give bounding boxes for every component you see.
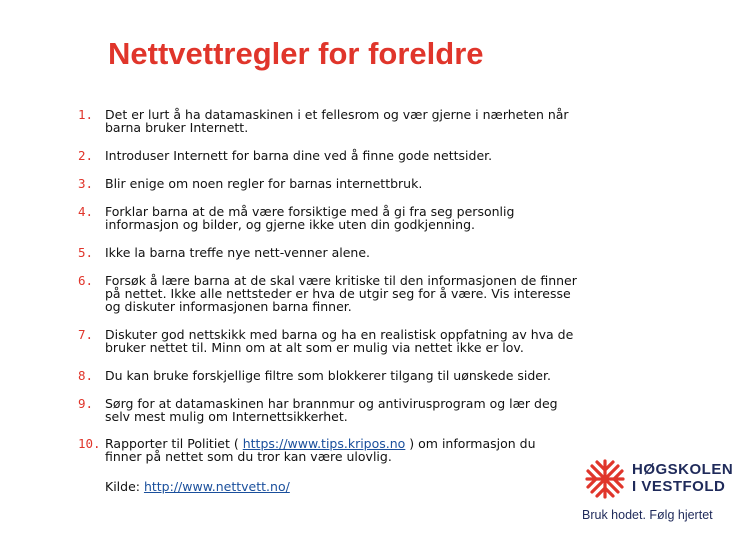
text-line: barna bruker Internett. [105, 120, 249, 135]
list-text [105, 108, 670, 134]
text-line: Det er lurt å ha datamaskinen i et fellesrom og vær gjerne i nærheten når [105, 107, 569, 122]
list-number: 6. [78, 273, 94, 288]
list-number: 7. [78, 327, 94, 342]
text-line: Sørg for at datamaskinen har brannmur og antivirusprogram og lær deg [105, 396, 558, 411]
text-line: Forsøk å lære barna at de skal være kritiske til den informasjonen de finner [105, 273, 577, 288]
college-name [632, 461, 733, 495]
text-line: Forklar barna at de må være forsiktige med å gi fra seg personlig [105, 204, 515, 219]
college-name-line: I VESTFOLD [632, 478, 726, 495]
list-number: 1. [78, 107, 94, 122]
list-number: 3. [78, 176, 94, 191]
nettvett-link[interactable]: http://www.nettvett.no/ [143, 479, 290, 494]
text-fragment: ) om informasjon du [405, 436, 536, 451]
list-number: 2. [78, 148, 94, 163]
text-line: på nettet. Ikke alle nettsteder er hva de utgir seg for å være. Vis interesse [105, 286, 571, 301]
text-line: Du kan bruke forskjellige filtre som blokkerer tilgang til uønskede sider. [105, 368, 551, 383]
list-text [105, 205, 670, 231]
list-text [105, 369, 670, 382]
list-text [105, 177, 670, 190]
text-line: bruker nettet til. Minn om at alt som er mulig via nettet ikke er lov. [105, 340, 524, 355]
list-number: 9. [78, 396, 94, 411]
text-line: Diskuter god nettskikk med barna og ha en realistisk oppfatning av hva de [105, 327, 574, 342]
text-line: Blir enige om noen regler for barnas internettbruk. [105, 176, 423, 191]
list-text [105, 149, 670, 162]
source-label: Kilde: [105, 479, 144, 494]
text-line: Ikke la barna treffe nye nett-venner alene. [105, 245, 371, 260]
text-line: Introduser Internett for barna dine ved å finne gode nettsider. [105, 148, 493, 163]
text-line: finner på nettet som du tror kan være ulovlig. [105, 449, 392, 464]
text-line: informasjon og bilder, og gjerne ikke uten din godkjenning. [105, 217, 475, 232]
list-text [105, 274, 670, 313]
list-text [105, 246, 670, 259]
list-number: 5. [78, 245, 94, 260]
list-number: 4. [78, 204, 94, 219]
kripos-link[interactable]: https://www.tips.kripos.no [242, 436, 406, 451]
college-name-line: HØGSKOLEN [632, 461, 733, 478]
text-fragment: Rapporter til Politiet ( [105, 436, 243, 451]
list-number: 8. [78, 368, 94, 383]
text-line: selv mest mulig om Internettsikkerhet. [105, 409, 348, 424]
list-number: 10. [78, 436, 101, 451]
list-text [105, 397, 670, 423]
college-slogan: Bruk hodet. Følg hjertet [582, 508, 713, 522]
page-title: Nettvettregler for foreldre [108, 36, 484, 71]
source-credit [105, 480, 290, 493]
college-emblem-icon [584, 458, 626, 500]
college-logo [580, 458, 733, 528]
list-text [105, 328, 670, 354]
text-line: og diskuter informasjonen barna finner. [105, 299, 352, 314]
